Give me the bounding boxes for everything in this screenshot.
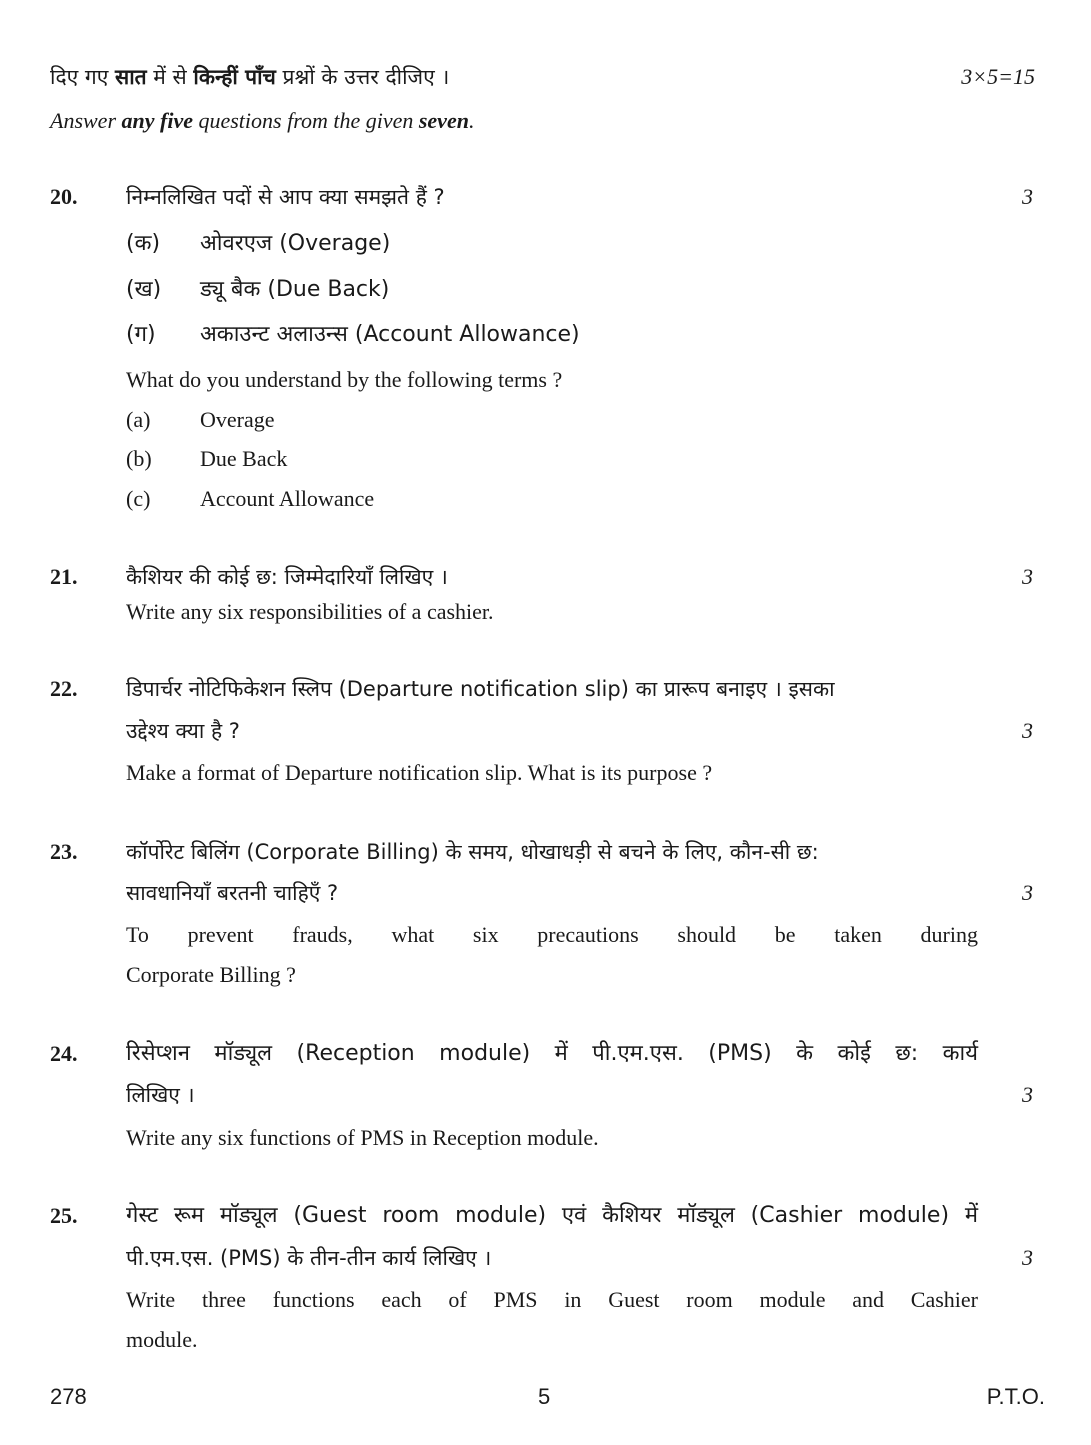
question-text-english: What do you understand by the following terms ? — [126, 367, 563, 392]
question-text-english: Write any six functions of PMS in Reception module. — [126, 1125, 599, 1150]
option-label: (a) — [126, 407, 151, 432]
option-text: Overage — [200, 407, 275, 432]
page-number: 5 — [538, 1384, 551, 1409]
question-text-hindi: रिसेप्शन मॉड्यूल (Reception module) में पी.एम.एस. (PMS) के कोई छ: कार्य — [126, 1041, 978, 1066]
option-text: अकाउन्ट अलाउन्स (Account Allowance) — [200, 322, 580, 347]
question-text-hindi: सावधानियाँ बरतनी चाहिएँ ? — [126, 881, 339, 905]
question-number: 23. — [50, 839, 78, 864]
question-marks: 3 — [1022, 184, 1033, 209]
instruction-english-text: Answer — [50, 108, 122, 133]
question-text-english: Corporate Billing ? — [126, 962, 296, 987]
option-label: (c) — [126, 486, 151, 511]
question-number: 20. — [50, 184, 78, 209]
instruction-hindi-text: प्रश्नों के उत्तर दीजिए । — [275, 65, 450, 89]
question-number: 22. — [50, 676, 78, 701]
option-label: (ग) — [126, 322, 156, 347]
instruction-hindi-bold: सात — [115, 65, 147, 89]
question-text-english: module. — [126, 1327, 198, 1352]
instruction-hindi-text: में से — [146, 65, 194, 89]
option-label: (क) — [126, 231, 161, 256]
instruction-hindi — [50, 62, 449, 92]
question-text-hindi: उद्देश्य क्या है ? — [126, 719, 240, 743]
instruction-english-text: . — [468, 108, 475, 133]
option-text: ओवरएज (Overage) — [200, 231, 391, 256]
section-marks: 3×5=15 — [961, 64, 1035, 89]
instruction-hindi-text: दिए गए — [50, 65, 115, 89]
question-text-hindi: कॉर्पोरेट बिलिंग (Corporate Billing) के समय, धोखाधड़ी से बचने के लिए, कौन-सी छ: — [126, 840, 819, 864]
instruction-english — [50, 106, 474, 136]
option-label: (ख) — [126, 277, 162, 302]
option-label: (b) — [126, 446, 152, 471]
question-text-hindi: डिपार्चर नोटिफिकेशन स्लिप (Departure notification slip) का प्रारूप बनाइए । इसका — [126, 677, 835, 701]
question-text-hindi: लिखिए । — [126, 1083, 195, 1107]
question-text-english: Write three functions each of PMS in Guest room module and Cashier — [126, 1287, 978, 1312]
question-text-hindi: गेस्ट रूम मॉड्यूल (Guest room module) एवं कैशियर मॉड्यूल (Cashier module) में — [126, 1203, 978, 1228]
question-marks: 3 — [1022, 880, 1033, 905]
option-text: Due Back — [200, 446, 288, 471]
instruction-hindi-bold: किन्हीं पाँच — [193, 65, 276, 89]
question-text-hindi: पी.एम.एस. (PMS) के तीन-तीन कार्य लिखिए । — [126, 1246, 492, 1270]
question-marks: 3 — [1022, 1245, 1033, 1270]
instruction-english-bold: any five — [121, 108, 193, 133]
question-text-hindi: निम्नलिखित पदों से आप क्या समझते हैं ? — [126, 185, 445, 209]
question-number: 21. — [50, 564, 78, 589]
instruction-english-bold: seven — [418, 108, 469, 133]
question-marks: 3 — [1022, 718, 1033, 743]
question-text-english: Write any six responsibilities of a cashier. — [126, 599, 494, 624]
question-number: 24. — [50, 1041, 78, 1066]
question-text-english: To prevent frauds, what six precautions should be taken during — [126, 922, 978, 947]
question-text-english: Make a format of Departure notification slip. What is its purpose ? — [126, 760, 713, 785]
instruction-english-text: questions from the given — [192, 108, 419, 133]
option-text: Account Allowance — [200, 486, 375, 511]
question-text-hindi: कैशियर की कोई छ: जिम्मेदारियाँ लिखिए । — [126, 565, 448, 589]
question-marks: 3 — [1022, 1082, 1033, 1107]
question-number: 25. — [50, 1203, 78, 1228]
question-marks: 3 — [1022, 564, 1033, 589]
paper-code: 278 — [50, 1384, 87, 1409]
option-text: ड्यू बैक (Due Back) — [200, 277, 390, 302]
please-turn-over: P.T.O. — [986, 1384, 1045, 1409]
